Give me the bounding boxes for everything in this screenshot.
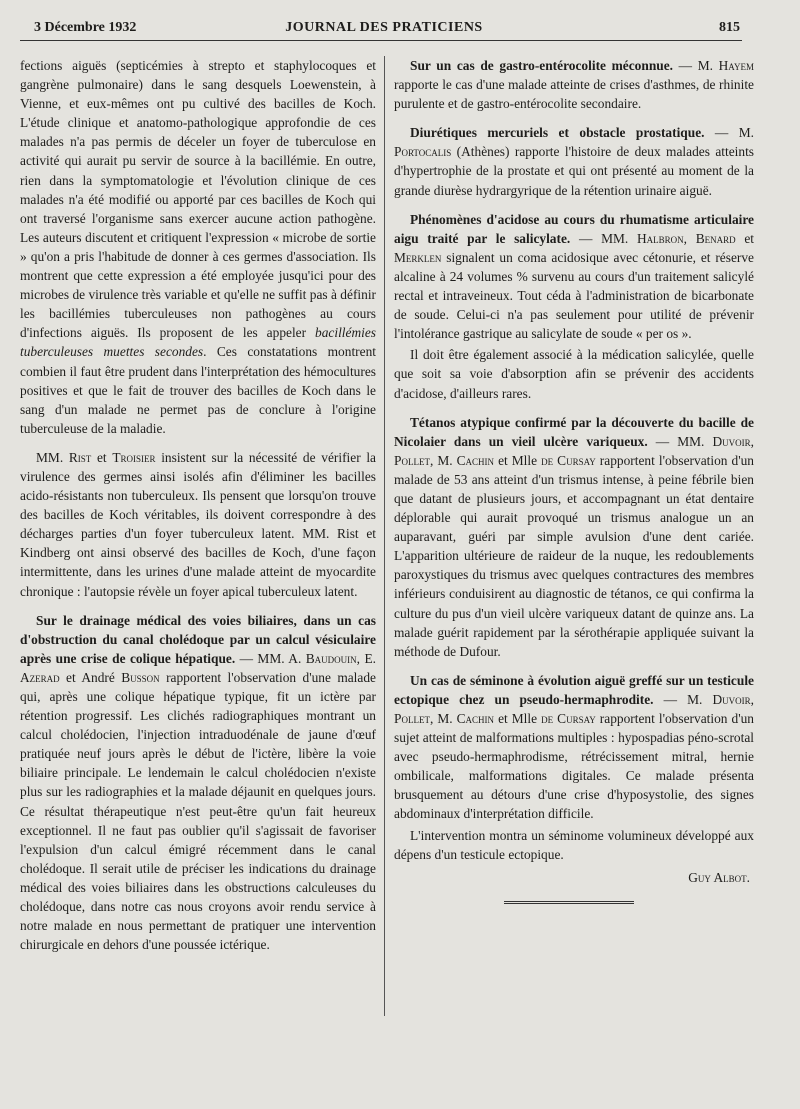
paragraph-acidose-suite: Il doit être également associé à la médication salicylée, quelle que soit sa voie d'absorption afin se prévenir des accidents d'acidose, d'ailleurs rares. xyxy=(394,347,754,401)
author-signature: Guy Albot. xyxy=(688,869,750,885)
left-column xyxy=(20,56,376,1069)
section-title: Sur un cas de gastro-entérocolite méconnue. xyxy=(410,58,673,73)
section-drainage-biliaire: Sur le drainage médical des voies biliaires, dans un cas d'obstruction du canal cholédoque par un calcul vésiculaire après une crise de colique hépatique. — MM. A. Baudouin, E. Azerad et André Busson rapportent l'observation d'une malade qui, après une colique hépatique typique, fit un ictère par rétention progressif. Les clichés radiographiques montrant un calcul cholédocien, l'injection intraduodénale de jaune d'œuf pratiquée neuf jours après le début de l'ictère, libère la voie biliaire principale. Le lendemain le calcul cholédocien n'existe plus sur les radiographies et la malade déjaunit en quelques jours. Ce résultat thérapeutique n'est peut-être qu'un fait heureux exceptionnel. Il ne faut pas oublier qu'il s'agissait de favoriser l'expulsion d'un calcul émigré récemment dans le canal cholédoque. Il serait utile de préciser les indications du drainage médical des voies biliaires dans les obstructions calculeuses du cholédoque, dans notre cas nous croyons avoir rendu service à notre malade en nous permettant de pratiquer une intervention chirurgicale en dehors d'une poussée ictérique. xyxy=(20,612,376,953)
right-column xyxy=(394,56,754,1069)
section-gastro-enterocolite: Sur un cas de gastro-entérocolite méconnue. — M. Hayem rapporte le cas d'une malade atteinte de crises d'asthmes, de rhinite purulente et de gastro-entérocolite secondaire. xyxy=(394,58,754,112)
journal-title: JOURNAL DES PRATICIENS xyxy=(285,20,483,35)
section-title: Un cas de séminone à évolution aiguë greffé sur un testicule ectopique chez un pseudo-hermaphrodite. xyxy=(394,672,754,707)
section-title: Diurétiques mercuriels et obstacle prostatique. xyxy=(410,125,705,141)
column-divider xyxy=(384,56,385,1016)
paragraph-seminome-suite: L'intervention montra un séminome volumineux développé aux dépens d'un testicule ectopique. xyxy=(394,827,754,862)
header-rule xyxy=(20,40,742,41)
section-tetanos: Tétanos atypique confirmé par la découverte du bacille de Nicolaier dans un vieil ulcère variqueux. — MM. Duvoir, Pollet, M. Cachin et Mlle de Cursay rapportent l'observation d'un malade de 53 ans atteint d'un trismus intense, à peine fébrile bien que datant de plusieurs jours, et accompagnant un état dentaire déplorable qui aurait provoqué un trismus analogue un an auparavant, guéri par simple avulsion d'une dent cariée. L'apparition ultérieure de raideur de la nuque, les redoublements paroxystiques du trismus avec quelques contractures des membres inférieurs conduisirent au diagnostic de tétanos, ce qui confirma la culture du pus d'un vieil ulcère variqueux datant de quinze ans. La malade guérit rapidement par la sérothérapie appliquée suivant la méthode de Dufour. xyxy=(394,414,754,659)
section-acidose: Phénomènes d'acidose au cours du rhumatisme articulaire aigu traité par le salicylate. — MM. Halbron, Benard et Merklen signalent un coma acidosique avec cétonurie, et réserve alcaline à 24 volumes % survenu au cours d'un traitement salicylé rectal et intraveineux. Tout céda à l'administration de bicarbonate de soude. Celui-ci n'a pas seulement pour utilité de prévenir l'intolérance gastrique au salicylate de soude « per os ». xyxy=(394,211,754,342)
page-number: 815 xyxy=(719,20,740,35)
running-header xyxy=(28,18,740,38)
italic-term: bacillémies tuberculeuses muettes secondes xyxy=(20,325,376,360)
end-rule xyxy=(504,901,634,904)
section-title: Tétanos atypique confirmé par la découverte du bacille de Nicolaier dans un vieil ulcère variqueux. xyxy=(394,414,754,449)
paragraph-rist-troisier: MM. Rist et Troisier insistent sur la nécessité de vérifier la virulence des germes ainsi isolés afin d'éliminer les bacilles acido-résistants non tuberculeux. Ils pensent que lorsqu'on trouve des bacilles de Koch véritables, ils doivent correspondre à des décharges parties d'un foyer tuberculeux latent. MM. Rist et Kindberg ont ainsi observé des bacilles de Koch, d'une façon intermittente, dans les urines d'une malade atteint de myocardite chronique : l'autopsie révèle un foyer apical tuberculeux latent. xyxy=(20,449,377,599)
section-title: Sur le drainage médical des voies biliaires, dans un cas d'obstruction du canal cholédoque par un calcul vésiculaire après une crise de colique hépatique. xyxy=(20,612,376,666)
section-diuretiques: Diurétiques mercuriels et obstacle prostatique. — M. Portocalis (Athènes) rapporte l'histoire de deux malades atteints d'hypertrophie de la prostate et qui ont présenté au moment de la grande diurèse hydrargyrique de la rétention urinaire aiguë. xyxy=(394,125,755,198)
paragraph-bacillemie: fections aiguës (septicémies à strepto et staphylocoques et gangrène pulmonaire) dans le sang desquels Loewenstein, à Vienne, et eux-mêmes ont pu cultivé des bacilles de Koch. L'étude clinique et anatomo-pathologique approfondie de ces malades n'a pas permis de déceler un foyer de tuberculose en activité qui aurait pu servir de source à la bacillémie. En outre, rien dans la symptomatologie et l'évolution clinique de ces malades n'a été modifié ou apporté par ces bacilles de Koch qui ont traversé l'organisme sans exercer aucune action pathogène. Les auteurs discutent et critiquent l'expression « microbe de sortie » qu'on a pris l'habitude de donner à ces germes d'association. Ils montrent que cette expression a été employée jusqu'ici pour des microbes de virulence très variable et qu'elle ne suffit pas à définir les bacillémies tuberculeuses non pathogènes au cours d'infections aiguës. Ils proposent de les appeler bacillémies tuberculeuses muettes secondes. Ces constatations montrent combien il faut être prudent dans l'interprétation des hémocultures positives et que le fait de trouver des bacilles de Koch dans le sang d'un malade ne permet pas de conclure à l'origine tuberculeuse de la maladie. xyxy=(20,58,376,436)
issue-date: 3 Décembre 1932 xyxy=(34,20,137,35)
section-seminome: Un cas de séminone à évolution aiguë greffé sur un testicule ectopique chez un pseudo-hermaphrodite. — M. Duvoir, Pollet, M. Cachin et Mlle de Cursay rapportent l'observation d'un sujet atteint de malformations multiples : hypospadias péno-scrotal avec pseudo-hermaphrodisme, rétrécissement mitral, hernie ombilicale, malformations digitales. Ce malade présenta brusquement au détours d'une crise d'hyposystolie, des signes abdominaux d'interprétation difficile. xyxy=(394,672,754,822)
section-title: Phénomènes d'acidose au cours du rhumatisme articulaire aigu traité par le salicylate. xyxy=(394,211,754,246)
